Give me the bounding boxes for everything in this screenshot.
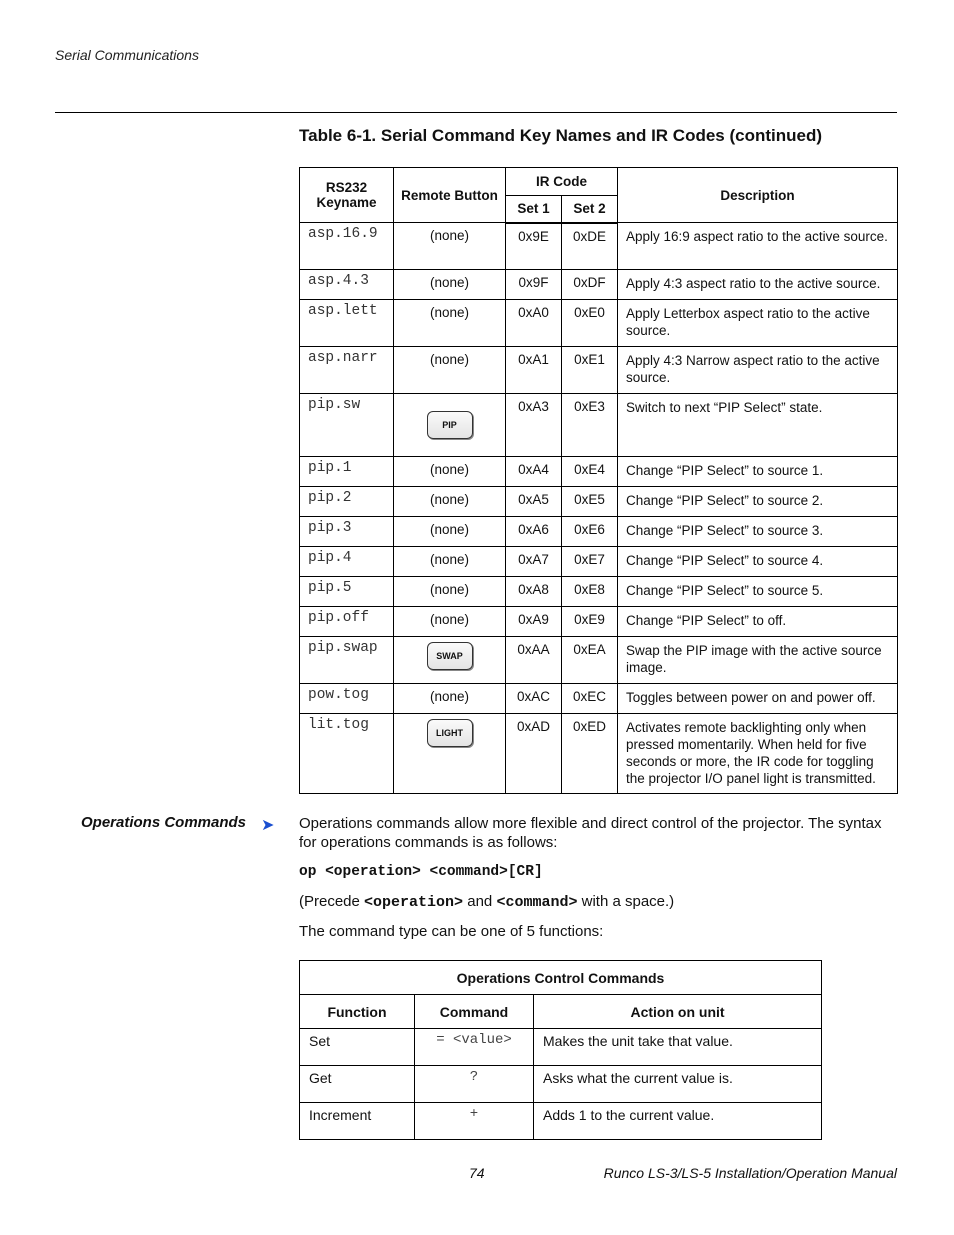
keyname-cell: pow.tog bbox=[300, 684, 394, 714]
set2-cell: 0xEA bbox=[562, 637, 618, 684]
description-cell: Change “PIP Select” to source 2. bbox=[618, 487, 898, 517]
remote-cell: (none) bbox=[394, 270, 506, 300]
set2-cell: 0xE8 bbox=[562, 577, 618, 607]
remote-cell: (none) bbox=[394, 547, 506, 577]
command-cell: = <value> bbox=[415, 1029, 534, 1066]
description-cell: Change “PIP Select” to source 3. bbox=[618, 517, 898, 547]
keyname-cell: pip.off bbox=[300, 607, 394, 637]
remote-cell: (none) bbox=[394, 347, 506, 394]
keyname-cell: asp.4.3 bbox=[300, 270, 394, 300]
page-number: 74 bbox=[469, 1165, 485, 1181]
table-row bbox=[300, 1103, 822, 1140]
set1-cell: 0xA4 bbox=[506, 457, 562, 487]
header-ir-code: IR Code bbox=[506, 168, 618, 196]
set2-cell: 0xE1 bbox=[562, 347, 618, 394]
action-cell: Asks what the current value is. bbox=[534, 1066, 822, 1103]
keyname-cell: asp.lett bbox=[300, 300, 394, 347]
remote-cell: (none) bbox=[394, 223, 506, 270]
operations-commands-heading: Operations Commands bbox=[81, 814, 247, 831]
description-cell: Swap the PIP image with the active source image. bbox=[618, 637, 898, 684]
command-types-text: The command type can be one of 5 functions: bbox=[299, 923, 604, 940]
set1-cell: 0xA5 bbox=[506, 487, 562, 517]
set2-cell: 0xE3 bbox=[562, 394, 618, 457]
set1-cell: 0x9F bbox=[506, 270, 562, 300]
description-cell: Apply 16:9 aspect ratio to the active source. bbox=[618, 223, 898, 270]
set2-cell: 0xE5 bbox=[562, 487, 618, 517]
action-cell: Makes the unit take that value. bbox=[534, 1029, 822, 1066]
header-command: Command bbox=[415, 995, 534, 1029]
table-row bbox=[300, 714, 898, 794]
table-row bbox=[300, 270, 898, 300]
operations-precede-note: (Precede <operation> and <command> with a space.) bbox=[299, 893, 675, 911]
set2-cell: 0xED bbox=[562, 714, 618, 794]
set1-cell: 0xAA bbox=[506, 637, 562, 684]
set1-cell: 0xA0 bbox=[506, 300, 562, 347]
set1-cell: 0xAD bbox=[506, 714, 562, 794]
command-cell: + bbox=[415, 1103, 534, 1140]
set2-cell: 0xDE bbox=[562, 223, 618, 270]
remote-cell bbox=[394, 394, 506, 457]
keyname-cell: pip.3 bbox=[300, 517, 394, 547]
set1-cell: 0xA9 bbox=[506, 607, 562, 637]
table-row bbox=[300, 517, 898, 547]
table-row bbox=[300, 457, 898, 487]
description-cell: Change “PIP Select” to source 1. bbox=[618, 457, 898, 487]
keyname-cell: pip.2 bbox=[300, 487, 394, 517]
set1-cell: 0xA6 bbox=[506, 517, 562, 547]
description-cell: Change “PIP Select” to off. bbox=[618, 607, 898, 637]
keyname-cell: pip.1 bbox=[300, 457, 394, 487]
function-cell: Increment bbox=[300, 1103, 415, 1140]
operations-table-title: Operations Control Commands bbox=[300, 961, 822, 995]
pip-remote-button-icon: PIP bbox=[427, 411, 473, 439]
description-cell: Change “PIP Select” to source 5. bbox=[618, 577, 898, 607]
table-title: Table 6-1. Serial Command Key Names and IR Codes (continued) bbox=[299, 126, 823, 145]
set1-cell: 0xAC bbox=[506, 684, 562, 714]
header-rule bbox=[55, 112, 897, 113]
operations-syntax: op <operation> <command>[CR] bbox=[299, 864, 543, 880]
description-cell: Activates remote backlighting only when pressed momentarily. When held for five seconds or more, the IR code for toggling the projector I/O panel light is transmitted. bbox=[618, 714, 898, 794]
remote-cell: (none) bbox=[394, 517, 506, 547]
set1-cell: 0xA8 bbox=[506, 577, 562, 607]
header-action: Action on unit bbox=[534, 995, 822, 1029]
keyname-cell: pip.5 bbox=[300, 577, 394, 607]
remote-cell: (none) bbox=[394, 577, 506, 607]
remote-cell bbox=[394, 714, 506, 794]
table-row bbox=[300, 223, 898, 270]
set2-cell: 0xE4 bbox=[562, 457, 618, 487]
header-remote-button: Remote Button bbox=[394, 168, 506, 223]
table-row bbox=[300, 347, 898, 394]
description-cell: Toggles between power on and power off. bbox=[618, 684, 898, 714]
table-row bbox=[300, 487, 898, 517]
set2-cell: 0xEC bbox=[562, 684, 618, 714]
table-row bbox=[300, 577, 898, 607]
set1-cell: 0xA1 bbox=[506, 347, 562, 394]
description-cell: Apply 4:3 aspect ratio to the active source. bbox=[618, 270, 898, 300]
operations-intro: Operations commands allow more flexible and direct control of the projector. The syntax for operations commands is as follows: bbox=[299, 815, 882, 851]
remote-cell: (none) bbox=[394, 300, 506, 347]
table-row bbox=[300, 1066, 822, 1103]
table-row bbox=[300, 394, 898, 457]
keyname-cell: pip.swap bbox=[300, 637, 394, 684]
running-head: Serial Communications bbox=[55, 47, 199, 63]
operations-control-table bbox=[299, 960, 822, 1140]
header-keyname: RS232 Keyname bbox=[300, 168, 394, 223]
arrow-right-icon: ➤ bbox=[261, 817, 275, 834]
description-cell: Change “PIP Select” to source 4. bbox=[618, 547, 898, 577]
set2-cell: 0xE6 bbox=[562, 517, 618, 547]
set1-cell: 0xA3 bbox=[506, 394, 562, 457]
set1-cell: 0xA7 bbox=[506, 547, 562, 577]
set2-cell: 0xE7 bbox=[562, 547, 618, 577]
table-row bbox=[300, 637, 898, 684]
header-set-2: Set 2 bbox=[562, 196, 618, 223]
set1-cell: 0x9E bbox=[506, 223, 562, 270]
command-cell: ? bbox=[415, 1066, 534, 1103]
table-row bbox=[300, 1029, 822, 1066]
keyname-cell: asp.16.9 bbox=[300, 223, 394, 270]
description-cell: Switch to next “PIP Select” state. bbox=[618, 394, 898, 457]
light-remote-button-icon: LIGHT bbox=[427, 719, 473, 747]
table-row bbox=[300, 547, 898, 577]
remote-cell: (none) bbox=[394, 607, 506, 637]
set2-cell: 0xE0 bbox=[562, 300, 618, 347]
remote-cell: (none) bbox=[394, 487, 506, 517]
function-cell: Get bbox=[300, 1066, 415, 1103]
header-description: Description bbox=[618, 168, 898, 223]
table-row bbox=[300, 300, 898, 347]
swap-remote-button-icon: SWAP bbox=[427, 642, 473, 670]
description-cell: Apply 4:3 Narrow aspect ratio to the active source. bbox=[618, 347, 898, 394]
header-function: Function bbox=[300, 995, 415, 1029]
table-row bbox=[300, 607, 898, 637]
function-cell: Set bbox=[300, 1029, 415, 1066]
keyname-cell: pip.sw bbox=[300, 394, 394, 457]
action-cell: Adds 1 to the current value. bbox=[534, 1103, 822, 1140]
keyname-cell: asp.narr bbox=[300, 347, 394, 394]
remote-cell: (none) bbox=[394, 684, 506, 714]
description-cell: Apply Letterbox aspect ratio to the active source. bbox=[618, 300, 898, 347]
set2-cell: 0xE9 bbox=[562, 607, 618, 637]
key-names-table bbox=[299, 167, 898, 794]
remote-cell: (none) bbox=[394, 457, 506, 487]
keyname-cell: pip.4 bbox=[300, 547, 394, 577]
manual-title: Runco LS-3/LS-5 Installation/Operation Manual bbox=[603, 1165, 897, 1181]
remote-cell bbox=[394, 637, 506, 684]
header-set-1: Set 1 bbox=[506, 196, 562, 223]
set2-cell: 0xDF bbox=[562, 270, 618, 300]
table-row bbox=[300, 684, 898, 714]
keyname-cell: lit.tog bbox=[300, 714, 394, 794]
